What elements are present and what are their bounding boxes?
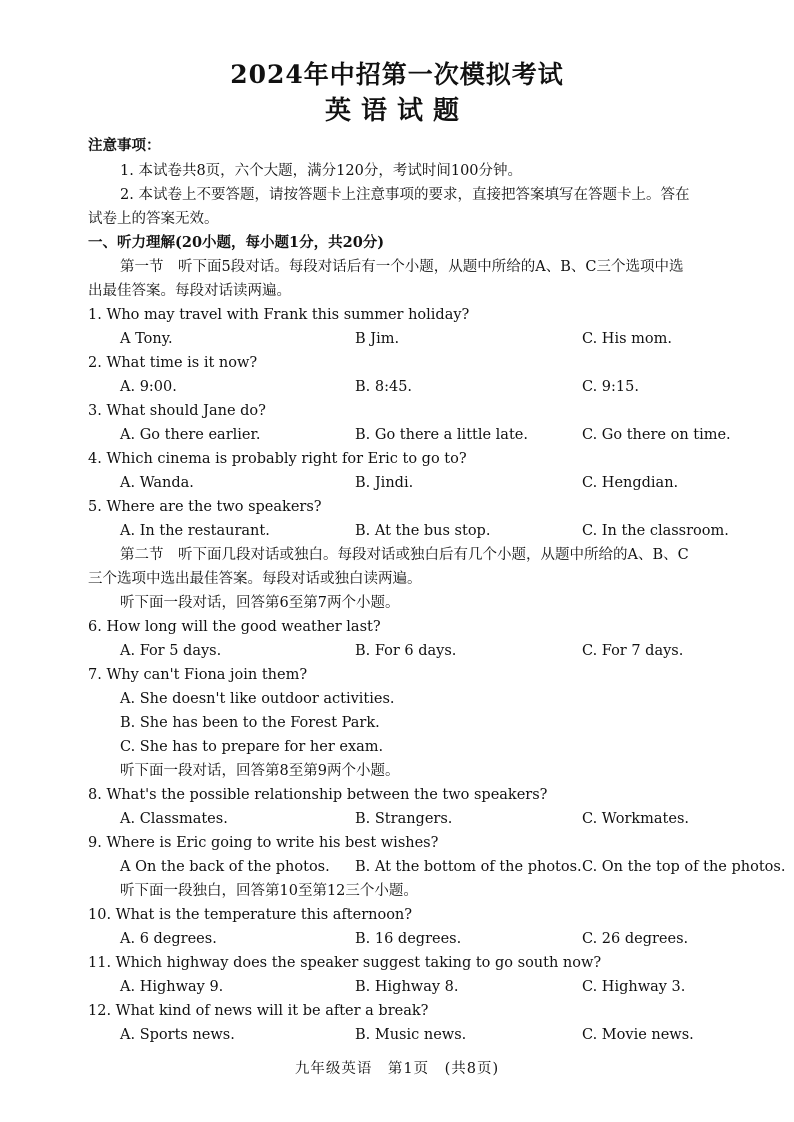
option-c: C. Hengdian.	[582, 475, 679, 491]
option-b: B. 8:45.	[355, 379, 413, 395]
option-a: A. Sports news.	[120, 1027, 235, 1043]
option-a: A. 6 degrees.	[120, 931, 217, 947]
option-a: A. 9:00.	[120, 379, 177, 395]
option-b: B. Music news.	[355, 1027, 467, 1043]
option-a: A. She doesn't like outdoor activities.	[120, 691, 395, 707]
question-11: 11. Which highway does the speaker suggest taking to go south now?	[88, 955, 602, 971]
question-1: 1. Who may travel with Frank this summer holiday?	[88, 307, 470, 323]
option-b: B. Go there a little late.	[355, 427, 528, 443]
question-8: 8. What's the possible relationship between the two speakers?	[88, 787, 548, 803]
option-b: B. At the bus stop.	[355, 523, 491, 539]
exam-title: 2024年中招第一次模拟考试	[230, 60, 564, 89]
option-b: B. For 6 days.	[355, 643, 457, 659]
section1-instruction: 第一节 听下面5段对话。每段对话后有一个小题，从题中所给的A、B、C三个选项中选	[120, 259, 684, 275]
option-a: A. Classmates.	[120, 811, 228, 827]
option-a: A On the back of the photos.	[120, 859, 330, 875]
option-a: A. Highway 9.	[120, 979, 224, 995]
option-c: C. His mom.	[582, 331, 672, 347]
option-c: C. Movie news.	[582, 1027, 694, 1043]
question-7: 7. Why can't Fiona join them?	[88, 667, 308, 683]
question-4: 4. Which cinema is probably right for Eric to go to?	[88, 451, 467, 467]
option-b: B. At the bottom of the photos.	[355, 859, 582, 875]
option-c: C. Go there on time.	[582, 427, 731, 443]
instruction-6-7: 听下面一段对话，回答第6至第7两个小题。	[120, 595, 400, 611]
option-c: C. She has to prepare for her exam.	[120, 739, 384, 755]
instruction-8-9: 听下面一段对话，回答第8至第9两个小题。	[120, 763, 400, 779]
option-a: A Tony.	[120, 331, 173, 347]
notes-item-1: 1. 本试卷共8页，六个大题，满分120分，考试时间100分钟。	[120, 163, 523, 179]
option-c: C. In the classroom.	[582, 523, 729, 539]
option-a: A. In the restaurant.	[120, 523, 270, 539]
option-b: B. Strangers.	[355, 811, 453, 827]
option-b: B. She has been to the Forest Park.	[120, 715, 380, 731]
notes-item-2: 2. 本试卷上不要答题，请按答题卡上注意事项的要求，直接把答案填写在答题卡上。答在	[120, 187, 690, 203]
option-a: A. Go there earlier.	[120, 427, 261, 443]
option-c: C. For 7 days.	[582, 643, 684, 659]
question-12: 12. What kind of news will it be after a break?	[88, 1003, 429, 1019]
section2-instruction-cont: 三个选项中选出最佳答案。每段对话或独白读两遍。	[88, 571, 422, 587]
section1-instruction-cont: 出最佳答案。每段对话读两遍。	[88, 283, 291, 299]
option-b: B. Highway 8.	[355, 979, 459, 995]
option-b: B Jim.	[355, 331, 400, 347]
option-b: B. 16 degrees.	[355, 931, 462, 947]
option-a: A. For 5 days.	[120, 643, 222, 659]
question-6: 6. How long will the good weather last?	[88, 619, 381, 635]
question-3: 3. What should Jane do?	[88, 403, 266, 419]
page-footer: 九年级英语 第1页 (共8页)	[294, 1061, 500, 1077]
option-c: C. Workmates.	[582, 811, 690, 827]
option-c: C. On the top of the photos.	[582, 859, 786, 875]
notes-heading: 注意事项：	[88, 137, 161, 154]
exam-subtitle: 英语试题	[324, 96, 469, 126]
option-b: B. Jindi.	[355, 475, 414, 491]
question-9: 9. Where is Eric going to write his best wishes?	[88, 835, 439, 851]
option-c: C. 26 degrees.	[582, 931, 689, 947]
option-c: C. Highway 3.	[582, 979, 686, 995]
question-2: 2. What time is it now?	[88, 355, 258, 371]
question-5: 5. Where are the two speakers?	[88, 499, 322, 515]
option-c: C. 9:15.	[582, 379, 639, 395]
notes-item-2-cont: 试卷上的答案无效。	[88, 211, 219, 227]
option-a: A. Wanda.	[120, 475, 194, 491]
section2-instruction: 第二节 听下面几段对话或独白。每段对话或独白后有几个小题，从题中所给的A、B、C	[120, 547, 689, 563]
question-10: 10. What is the temperature this afternoon?	[88, 907, 413, 923]
part1-heading: 一、听力理解(20小题，每小题1分，共20分)	[88, 234, 385, 251]
instruction-10-12: 听下面一段独白，回答第10至第12三个小题。	[120, 883, 418, 899]
